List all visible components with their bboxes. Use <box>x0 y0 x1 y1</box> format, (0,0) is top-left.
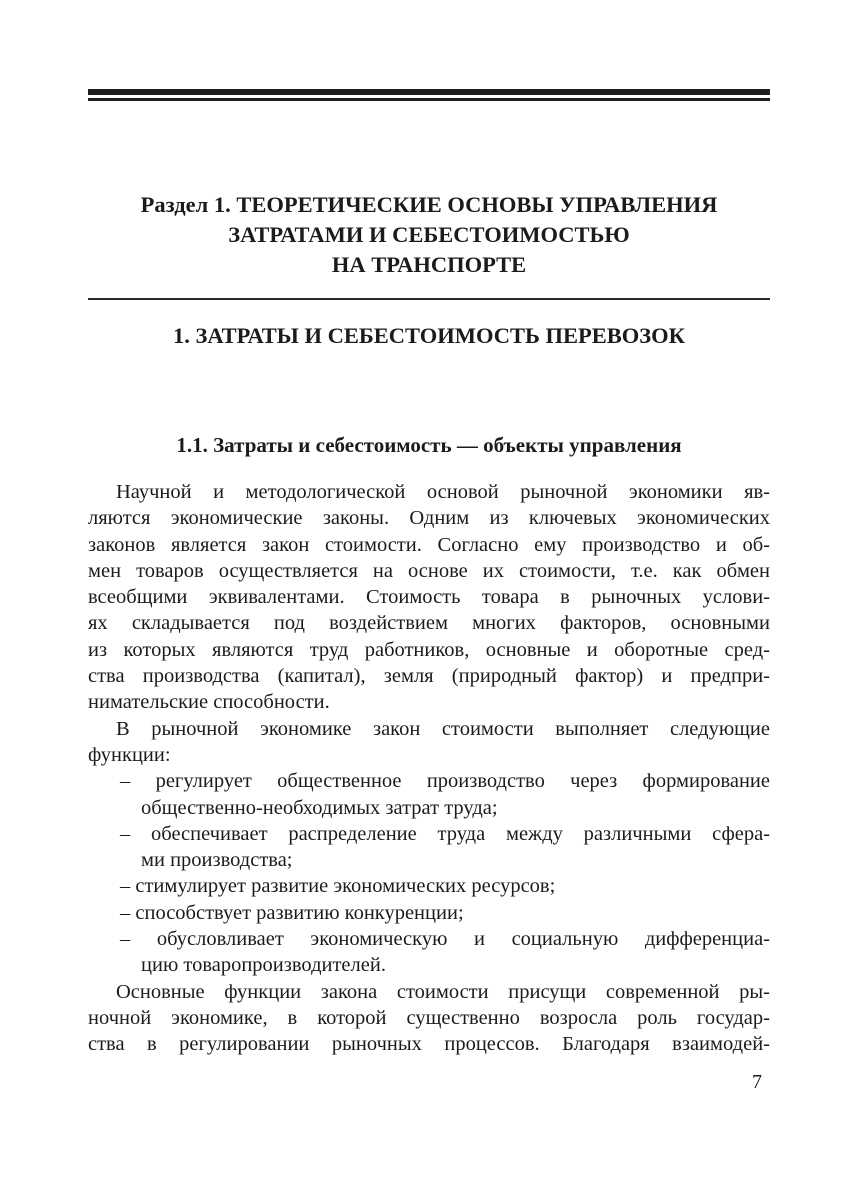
page-number: 7 <box>752 1071 762 1093</box>
list-item-line <box>88 926 770 952</box>
list-item-text: стимулирует развитие экономических ресурсов; <box>135 875 556 898</box>
list-item-line <box>88 873 770 899</box>
section-heading-line: ЗАТРАТАМИ И СЕБЕСТОИМОСТЬЮ <box>228 222 630 247</box>
section-heading-line: Раздел 1. ТЕОРЕТИЧЕСКИЕ ОСНОВЫ УПРАВЛЕНИЯ <box>140 192 718 217</box>
list-item-line: ми производства; <box>141 849 293 872</box>
list-item-line: общественно-необходимых затрат труда; <box>141 796 498 819</box>
list-item-line <box>88 768 770 794</box>
paragraph-line: ства производства (капитал), земля (природный фактор) и предпри- <box>88 665 770 688</box>
paragraph-line: Основные функции закона стоимости присущи современной ры- <box>116 980 770 1003</box>
body-text <box>88 479 770 1058</box>
list-item-line <box>88 900 770 926</box>
paragraph-line: В рыночной экономике закон стоимости выполняет следующие <box>116 717 770 740</box>
section-heading-line: НА ТРАНСПОРТЕ <box>331 252 527 277</box>
list-item-line <box>88 821 770 847</box>
list-dash: – <box>120 822 131 845</box>
paragraph-line: законов является закон стоимости. Согласно ему производство и об- <box>88 533 770 556</box>
top-thin-rule <box>88 98 770 101</box>
paragraph-line: Научной и методологической основой рыночной экономики яв- <box>116 481 770 503</box>
list-item-line: цию товаропроизводителей. <box>141 954 386 977</box>
subsection-heading: 1.1. Затраты и себестоимость — объекты управления <box>176 433 682 457</box>
list-item-text: регулирует общественное производство через формирование <box>155 770 771 793</box>
list-dash: – <box>120 875 131 898</box>
paragraph-line: ях складывается под воздействием многих факторов, основными <box>88 612 770 635</box>
section-heading <box>88 190 770 280</box>
chapter-heading: 1. ЗАТРАТЫ И СЕБЕСТОИМОСТЬ ПЕРЕВОЗОК <box>173 323 685 348</box>
heading-divider-rule <box>88 298 770 300</box>
paragraph-line: всеобщими эквивалентами. Стоимость товара в рыночных услови- <box>88 586 770 609</box>
paragraph-line: нимательские способности. <box>88 691 330 714</box>
paragraph-line: ляются экономические законы. Одним из ключевых экономических <box>88 507 770 530</box>
list-item-text: обусловливает экономическую и социальную дифференциа- <box>156 928 771 951</box>
list-item-text: способствует развитию конкуренции; <box>135 901 464 924</box>
paragraph-line: ночной экономике, в которой существенно возросла роль государ- <box>88 1006 770 1029</box>
top-thick-rule <box>88 89 770 95</box>
list-item-text: обеспечивает распределение труда между различными сфера- <box>151 822 770 845</box>
list-dash: – <box>120 901 131 924</box>
paragraph-line: ства в регулировании рыночных процессов. Благодаря взаимодей- <box>88 1033 770 1056</box>
list-dash: – <box>120 770 131 793</box>
paragraph-line: из которых являются труд работников, основные и оборотные сред- <box>88 638 770 661</box>
paragraph-line: мен товаров осуществляется на основе их стоимости, т.е. как обмен <box>88 559 770 582</box>
paragraph-line: функции: <box>88 743 171 766</box>
list-dash: – <box>120 928 131 951</box>
